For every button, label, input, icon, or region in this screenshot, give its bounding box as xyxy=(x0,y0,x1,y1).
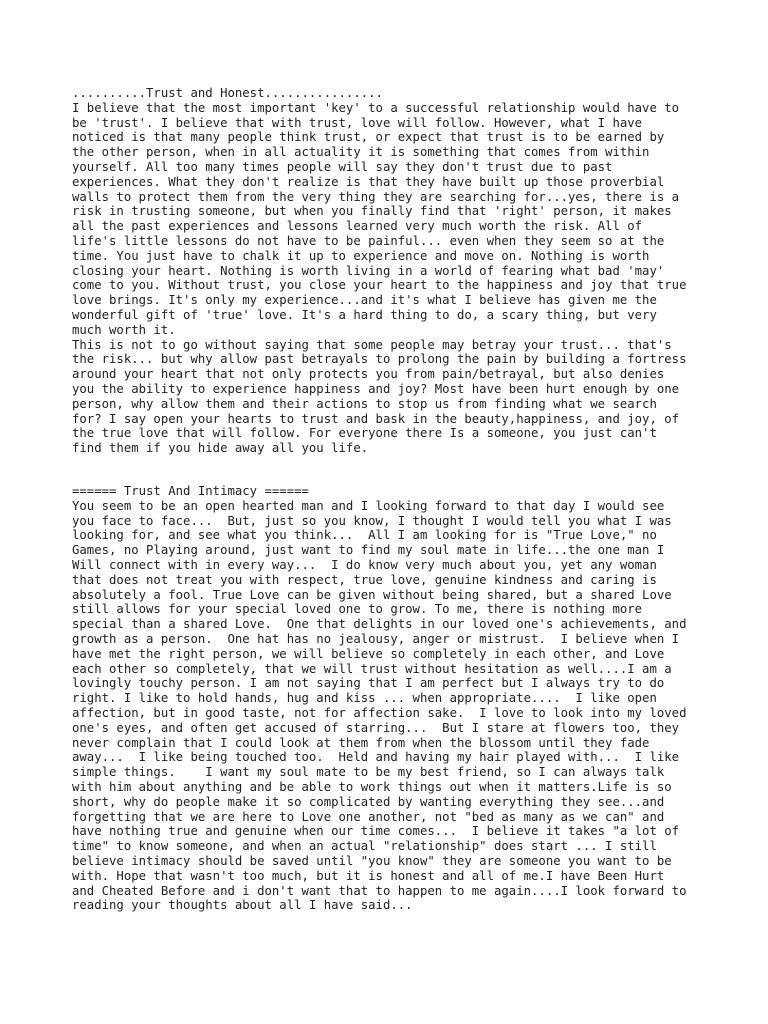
text-line: closing your heart. Nothing is worth living in a world of fearing what bad 'may' xyxy=(72,263,665,278)
text-line: yourself. All too many times people will say they don't trust due to past xyxy=(72,159,613,174)
text-line: the true love that will follow. For everyone there Is a someone, you just can't xyxy=(72,426,657,441)
section-heading: ====== Trust And Intimacy ====== xyxy=(72,484,309,498)
text-line: the risk... but why allow past betrayals to prolong the pain by building a fortress xyxy=(72,352,687,367)
text-line: looking for, and see what you think... All I am looking for is "True Love," no xyxy=(72,528,657,543)
text-line: lovingly touchy person. I am not saying that I am perfect but I always try to do xyxy=(72,676,665,691)
text-line: you the ability to experience happiness and joy? Most have been hurt enough by one xyxy=(72,381,680,396)
text-line: much worth it. xyxy=(72,322,176,337)
text-line: each other so completely, that we will trust without hesitation as well....I am a xyxy=(72,661,672,676)
text-line: around your heart that not only protects you from pain/betrayal, but also denies xyxy=(72,367,665,382)
text-line: believe intimacy should be saved until "you know" they are someone you want to be xyxy=(72,853,672,868)
text-line: find them if you hide away all you life. xyxy=(72,441,369,456)
text-line: simple things. I want my soul mate to be my best friend, so I can always talk xyxy=(72,765,665,780)
text-line: with him about anything and be able to work things out when it matters.Life is so xyxy=(72,779,672,794)
text-line: person, why allow them and their actions to stop us from finding what we search xyxy=(72,396,657,411)
text-line: You seem to be an open hearted man and I looking forward to that day I would see xyxy=(72,498,665,513)
text-line: growth as a person. One hat has no jealousy, anger or mistrust. I believe when I xyxy=(72,631,680,646)
text-line: short, why do people make it so complicated by wanting everything they see...and xyxy=(72,794,665,809)
text-line: Games, no Playing around, just want to find my soul mate in life...the one man I xyxy=(72,543,665,558)
text-line: reading your thoughts about all I have said... xyxy=(72,898,413,913)
text-line: and Cheated Before and i don't want that to happen to me again....I look forward to xyxy=(72,883,687,898)
section-trust-and-honest xyxy=(72,86,712,456)
text-line: time" to know someone, and when an actual "relationship" does start ... I still xyxy=(72,839,657,854)
text-line: noticed is that many people think trust, or expect that trust is to be earned by xyxy=(72,130,665,145)
text-line: life's little lessons do not have to be painful... even when they seem so at the xyxy=(72,233,665,248)
text-line: that does not treat you with respect, true love, genuine kindness and caring is xyxy=(72,572,657,587)
text-line: walls to protect them from the very thing they are searching for...yes, there is a xyxy=(72,189,680,204)
text-line: experiences. What they don't realize is that they have built up those proverbial xyxy=(72,174,665,189)
text-line: love brings. It's only my experience...and it's what I believe has given me the xyxy=(72,293,657,308)
text-line: the other person, when in all actuality it is something that comes from within xyxy=(72,145,650,160)
text-line: still allows for your special loved one to grow. To me, there is nothing more xyxy=(72,602,643,617)
text-line: affection, but in good taste, not for affection sake. I love to look into my loved xyxy=(72,705,687,720)
text-line: risk in trusting someone, but when you finally find that 'right' person, it makes xyxy=(72,204,672,219)
text-line: come to you. Without trust, you close your heart to the happiness and joy that true xyxy=(72,278,687,293)
text-line: have met the right person, we will believe so completely in each other, and Love xyxy=(72,646,665,661)
text-line: wonderful gift of 'true' love. It's a hard thing to do, a scary thing, but very xyxy=(72,307,657,322)
section-heading: ..........Trust and Honest................ xyxy=(72,86,383,100)
text-line: right. I like to hold hands, hug and kiss ... when appropriate.... I like open xyxy=(72,691,657,706)
text-line: one's eyes, and often get accused of starring... But I stare at flowers too, they xyxy=(72,720,680,735)
text-line: time. You just have to chalk it up to experience and move on. Nothing is worth xyxy=(72,248,650,263)
text-line: all the past experiences and lessons learned very much worth the risk. All of xyxy=(72,219,643,234)
text-line: special than a shared Love. One that delights in our loved one's achievements, and xyxy=(72,617,687,632)
text-line: for? I say open your hearts to trust and bask in the beauty,happiness, and joy, of xyxy=(72,411,680,426)
text-line: never complain that I could look at them from when the blossom until they fade xyxy=(72,735,650,750)
section-trust-and-intimacy xyxy=(72,484,712,913)
text-line: with. Hope that wasn't too much, but it is honest and all of me.I have Been Hurt xyxy=(72,868,665,883)
text-line: you face to face... But, just so you know, I thought I would tell you what I was xyxy=(72,513,672,528)
text-line: Will connect with in every way... I do know very much about you, yet any woman xyxy=(72,557,657,572)
text-line: have nothing true and genuine when our time comes... I believe it takes "a lot of xyxy=(72,824,680,839)
text-line: This is not to go without saying that some people may betray your trust... that's xyxy=(72,337,672,352)
text-line: I believe that the most important 'key' to a successful relationship would have to xyxy=(72,100,680,115)
text-line: away... I like being touched too. Held and having my hair played with... I like xyxy=(72,750,680,765)
text-line: be 'trust'. I believe that with trust, love will follow. However, what I have xyxy=(72,115,643,130)
text-line: absolutely a fool. True Love can be given without being shared, but a shared Love xyxy=(72,587,672,602)
text-line: forgetting that we are here to Love one another, not "bed as many as we can" and xyxy=(72,809,665,824)
